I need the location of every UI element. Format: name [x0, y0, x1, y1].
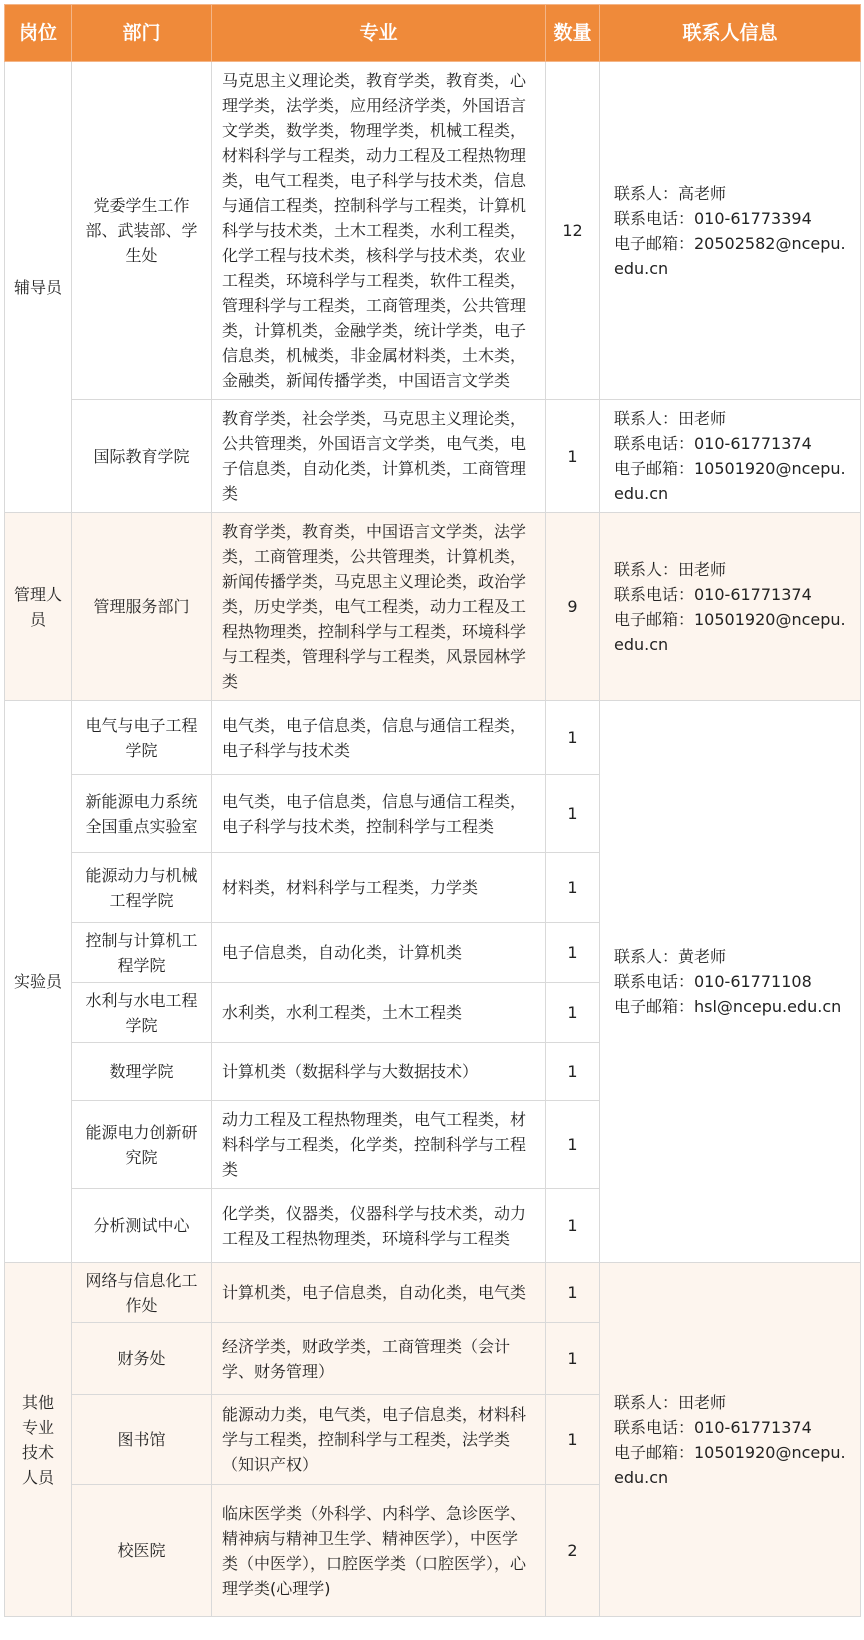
table-row [5, 400, 861, 513]
major-cell: 材料类，材料科学与工程类，力学类 [212, 853, 546, 923]
dept-cell: 控制与计算机工程学院 [72, 923, 212, 983]
dept-cell: 新能源电力系统全国重点实验室 [72, 775, 212, 853]
contact-cell [600, 513, 861, 701]
dept-cell: 校医院 [72, 1485, 212, 1617]
major-cell: 计算机类，电子信息类，自动化类，电气类 [212, 1263, 546, 1323]
major-cell: 计算机类（数据科学与大数据技术） [212, 1043, 546, 1101]
major-cell: 电气类，电子信息类，信息与通信工程类，电子科学与技术类，控制科学与工程类 [212, 775, 546, 853]
major-cell: 动力工程及工程热物理类，电气工程类，材料科学与工程类，化学类，控制科学与工程类 [212, 1101, 546, 1189]
major-cell: 教育学类，社会学类，马克思主义理论类，公共管理类，外国语言文学类，电气类，电子信息类，自动化类，计算机类，工商管理类 [212, 400, 546, 513]
contact-email: 电子邮箱：20502582@ncepu.edu.cn [614, 233, 846, 278]
major-cell: 教育学类，教育类，中国语言文学类，法学类，工商管理类，公共管理类，计算机类，新闻传播学类，马克思主义理论类，政治学类，历史学类，电气工程类，动力工程及工程热物理类，控制科学与工程类，环境科学与工程类，管理科学与工程类，风景园林学类 [212, 513, 546, 701]
count-cell: 1 [546, 983, 600, 1043]
header-dept: 部门 [72, 5, 212, 62]
dept-cell: 能源电力创新研究院 [72, 1101, 212, 1189]
post-cell: 实验员 [5, 701, 72, 1263]
table-row [5, 1263, 861, 1323]
contact-name: 联系人：田老师 [614, 1392, 727, 1412]
contact-email: 电子邮箱：hsl@ncepu.edu.cn [614, 997, 842, 1016]
dept-cell: 党委学生工作部、武装部、学生处 [72, 62, 212, 400]
group-other-technical [5, 1263, 861, 1617]
header-post: 岗位 [5, 5, 72, 62]
count-cell: 1 [546, 701, 600, 775]
table-row [5, 701, 861, 775]
dept-cell: 数理学院 [72, 1043, 212, 1101]
contact-cell [600, 62, 861, 400]
table-header-row [5, 5, 861, 62]
contact-email: 电子邮箱：10501920@ncepu.edu.cn [614, 1442, 846, 1487]
dept-cell: 能源动力与机械工程学院 [72, 853, 212, 923]
count-cell: 2 [546, 1485, 600, 1617]
major-cell: 化学类，仪器类，仪器科学与技术类，动力工程及工程热物理类，环境科学与工程类 [212, 1189, 546, 1263]
header-contact: 联系人信息 [600, 5, 861, 62]
dept-cell: 水利与水电工程学院 [72, 983, 212, 1043]
header-count: 数量 [546, 5, 600, 62]
count-cell: 1 [546, 400, 600, 513]
count-cell: 1 [546, 1323, 600, 1395]
contact-phone: 联系电话：010-61773394 [614, 208, 812, 228]
contact-name: 联系人：黄老师 [614, 947, 727, 966]
contact-cell [600, 1263, 861, 1617]
major-cell: 电子信息类，自动化类，计算机类 [212, 923, 546, 983]
major-cell: 电气类，电子信息类，信息与通信工程类，电子科学与技术类 [212, 701, 546, 775]
post-cell: 辅导员 [5, 62, 72, 513]
contact-name: 联系人：田老师 [614, 559, 727, 579]
count-cell: 1 [546, 1101, 600, 1189]
dept-cell: 管理服务部门 [72, 513, 212, 701]
major-cell: 经济学类，财政学类，工商管理类（会计学、财务管理） [212, 1323, 546, 1395]
count-cell: 1 [546, 923, 600, 983]
group-management [5, 513, 861, 701]
dept-cell: 电气与电子工程学院 [72, 701, 212, 775]
count-cell: 9 [546, 513, 600, 701]
dept-cell: 图书馆 [72, 1395, 212, 1485]
contact-phone: 联系电话：010-61771374 [614, 1417, 812, 1437]
count-cell: 1 [546, 1043, 600, 1101]
count-cell: 1 [546, 1189, 600, 1263]
major-cell: 能源动力类，电气类，电子信息类，材料科学与工程类，控制科学与工程类，法学类（知识产权） [212, 1395, 546, 1485]
contact-cell [600, 400, 861, 513]
contact-name: 联系人：田老师 [614, 409, 727, 428]
contact-name: 联系人：高老师 [614, 183, 727, 203]
contact-email: 电子邮箱：10501920@ncepu.edu.cn [614, 459, 846, 503]
dept-cell: 财务处 [72, 1323, 212, 1395]
contact-email: 电子邮箱：10501920@ncepu.edu.cn [614, 609, 846, 654]
contact-phone: 联系电话：010-61771374 [614, 434, 812, 453]
contact-cell [600, 701, 861, 1263]
dept-cell: 网络与信息化工作处 [72, 1263, 212, 1323]
recruitment-table [4, 4, 861, 1617]
dept-cell: 分析测试中心 [72, 1189, 212, 1263]
post-cell: 管理人员 [5, 513, 72, 701]
group-counselor [5, 62, 861, 513]
post-cell: 其他专业技术人员 [5, 1263, 72, 1617]
contact-phone: 联系电话：010-61771374 [614, 584, 812, 604]
group-lab-staff [5, 701, 861, 1263]
dept-cell: 国际教育学院 [72, 400, 212, 513]
count-cell: 1 [546, 853, 600, 923]
count-cell: 1 [546, 1263, 600, 1323]
major-cell: 马克思主义理论类，教育学类，教育类，心理学类，法学类，应用经济学类，外国语言文学类，数学类，物理学类，机械工程类，材料科学与工程类，动力工程及工程热物理类，电气工程类，电子科学与技术类，信息与通信工程类，控制科学与工程类，计算机科学与技术类，土木工程类，水利工程类，化学工程与技术类，核科学与技术类，农业工程类，环境科学与工程类，软件工程类，管理科学与工程类，工商管理类，公共管理类，计算机类，金融学类，统计学类，电子信息类，机械类，非金属材料类，土木类，金融类，新闻传播学类，中国语言文学类 [212, 62, 546, 400]
table-row [5, 62, 861, 400]
table-row [5, 513, 861, 701]
contact-phone: 联系电话：010-61771108 [614, 972, 812, 991]
count-cell: 1 [546, 775, 600, 853]
count-cell: 12 [546, 62, 600, 400]
header-major: 专业 [212, 5, 546, 62]
major-cell: 临床医学类（外科学、内科学、急诊医学、精神病与精神卫生学、精神医学），中医学类（中医学），口腔医学类（口腔医学），心理学类(心理学) [212, 1485, 546, 1617]
major-cell: 水利类，水利工程类，土木工程类 [212, 983, 546, 1043]
count-cell: 1 [546, 1395, 600, 1485]
